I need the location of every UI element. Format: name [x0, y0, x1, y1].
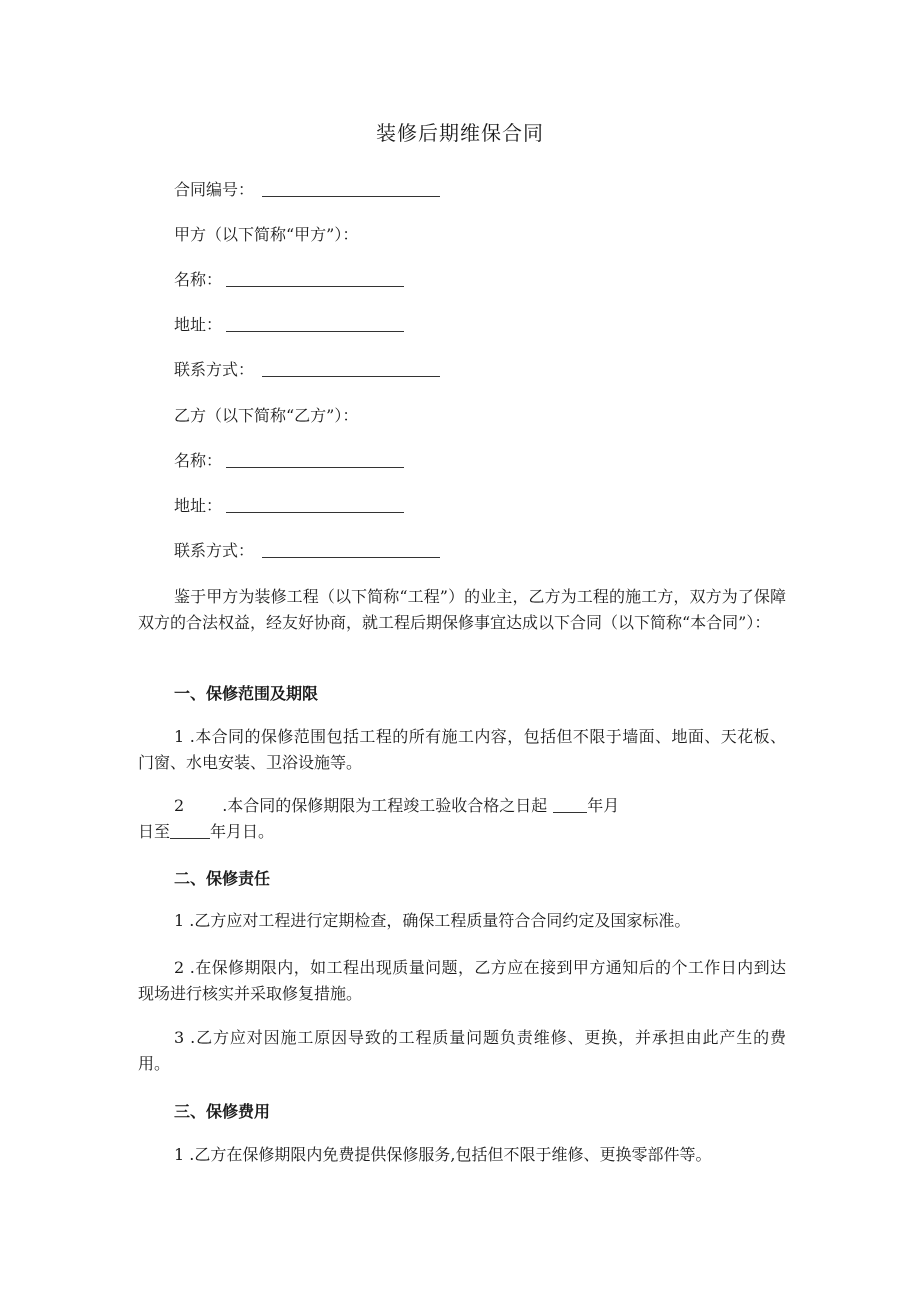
section-2-item-1: 1 .乙方应对工程进行定期检查，确保工程质量符合合同约定及国家标准。	[174, 911, 691, 930]
section-1-item-2-text-d: 年月日。	[210, 822, 275, 841]
section-2-item-2: 2 .在保修期限内，如工程出现质量问题，乙方应在接到甲方通知后的个工作日内到达现场进行核实并采取修复措施。	[138, 958, 786, 1003]
party-a-name-label: 名称：	[174, 270, 223, 289]
section-1-item-2-text-c: 日至	[138, 822, 171, 841]
party-b-contact-row	[174, 540, 440, 562]
contract-number-label: 合同编号：	[174, 180, 255, 199]
preamble-paragraph: 鉴于甲方为装修工程（以下简称“工程”）的业主，乙方为工程的施工方，双方为了保障双方的合法权益，经友好协商，就工程后期保修事宜达成以下合同（以下简称“本合同”）：	[138, 587, 786, 632]
party-a-name-row	[174, 269, 404, 291]
party-a-address-row	[174, 314, 404, 336]
party-b-contact-field[interactable]	[262, 541, 440, 558]
party-a-name-field[interactable]	[226, 270, 404, 287]
section-1-item-2-text-a: .本合同的保修期限为工程竣工验收合格之日起	[222, 796, 548, 815]
section-1-item-2-line-2	[138, 821, 274, 843]
party-b-name-field[interactable]	[226, 451, 404, 468]
party-b-header: 乙方（以下简称“乙方”）：	[174, 406, 359, 425]
party-b-address-field[interactable]	[226, 496, 404, 513]
section-1-heading: 一、保修范围及期限	[174, 684, 319, 703]
party-b-name-row	[174, 450, 404, 472]
contract-number-row	[174, 179, 440, 201]
party-b-address-label: 地址：	[174, 496, 223, 515]
warranty-start-year-blank[interactable]	[553, 796, 587, 813]
document-title: 装修后期维保合同	[376, 121, 544, 145]
party-b-contact-label: 联系方式：	[174, 541, 255, 560]
section-3-item-1: 1 .乙方在保修期限内免费提供保修服务,包括但不限于维修、更换零部件等。	[174, 1145, 712, 1164]
party-b-name-label: 名称：	[174, 451, 223, 470]
contract-number-field[interactable]	[262, 180, 440, 197]
section-2-heading: 二、保修责任	[174, 869, 271, 888]
section-1-item-2-line-1	[174, 795, 619, 817]
warranty-end-year-blank[interactable]	[170, 822, 210, 839]
party-b-address-row	[174, 495, 404, 517]
section-2-item-3: 3 .乙方应对因施工原因导致的工程质量问题负责维修、更换，并承担由此产生的费用。	[138, 1028, 786, 1073]
party-a-address-field[interactable]	[226, 315, 404, 332]
section-1-item-1: 1 .本合同的保修范围包括工程的所有施工内容，包括但不限于墙面、地面、天花板、门窗、水电安装、卫浴设施等。	[138, 727, 786, 772]
section-1-item-2-text-b: 年月	[587, 796, 620, 815]
party-a-contact-label: 联系方式：	[174, 360, 255, 379]
party-a-address-label: 地址：	[174, 315, 223, 334]
party-a-header: 甲方（以下简称“甲方”）：	[174, 225, 359, 244]
party-a-contact-field[interactable]	[262, 360, 440, 377]
section-1-item-2-number: 2	[174, 796, 185, 815]
party-a-contact-row	[174, 359, 440, 381]
section-3-heading: 三、保修费用	[174, 1102, 271, 1121]
